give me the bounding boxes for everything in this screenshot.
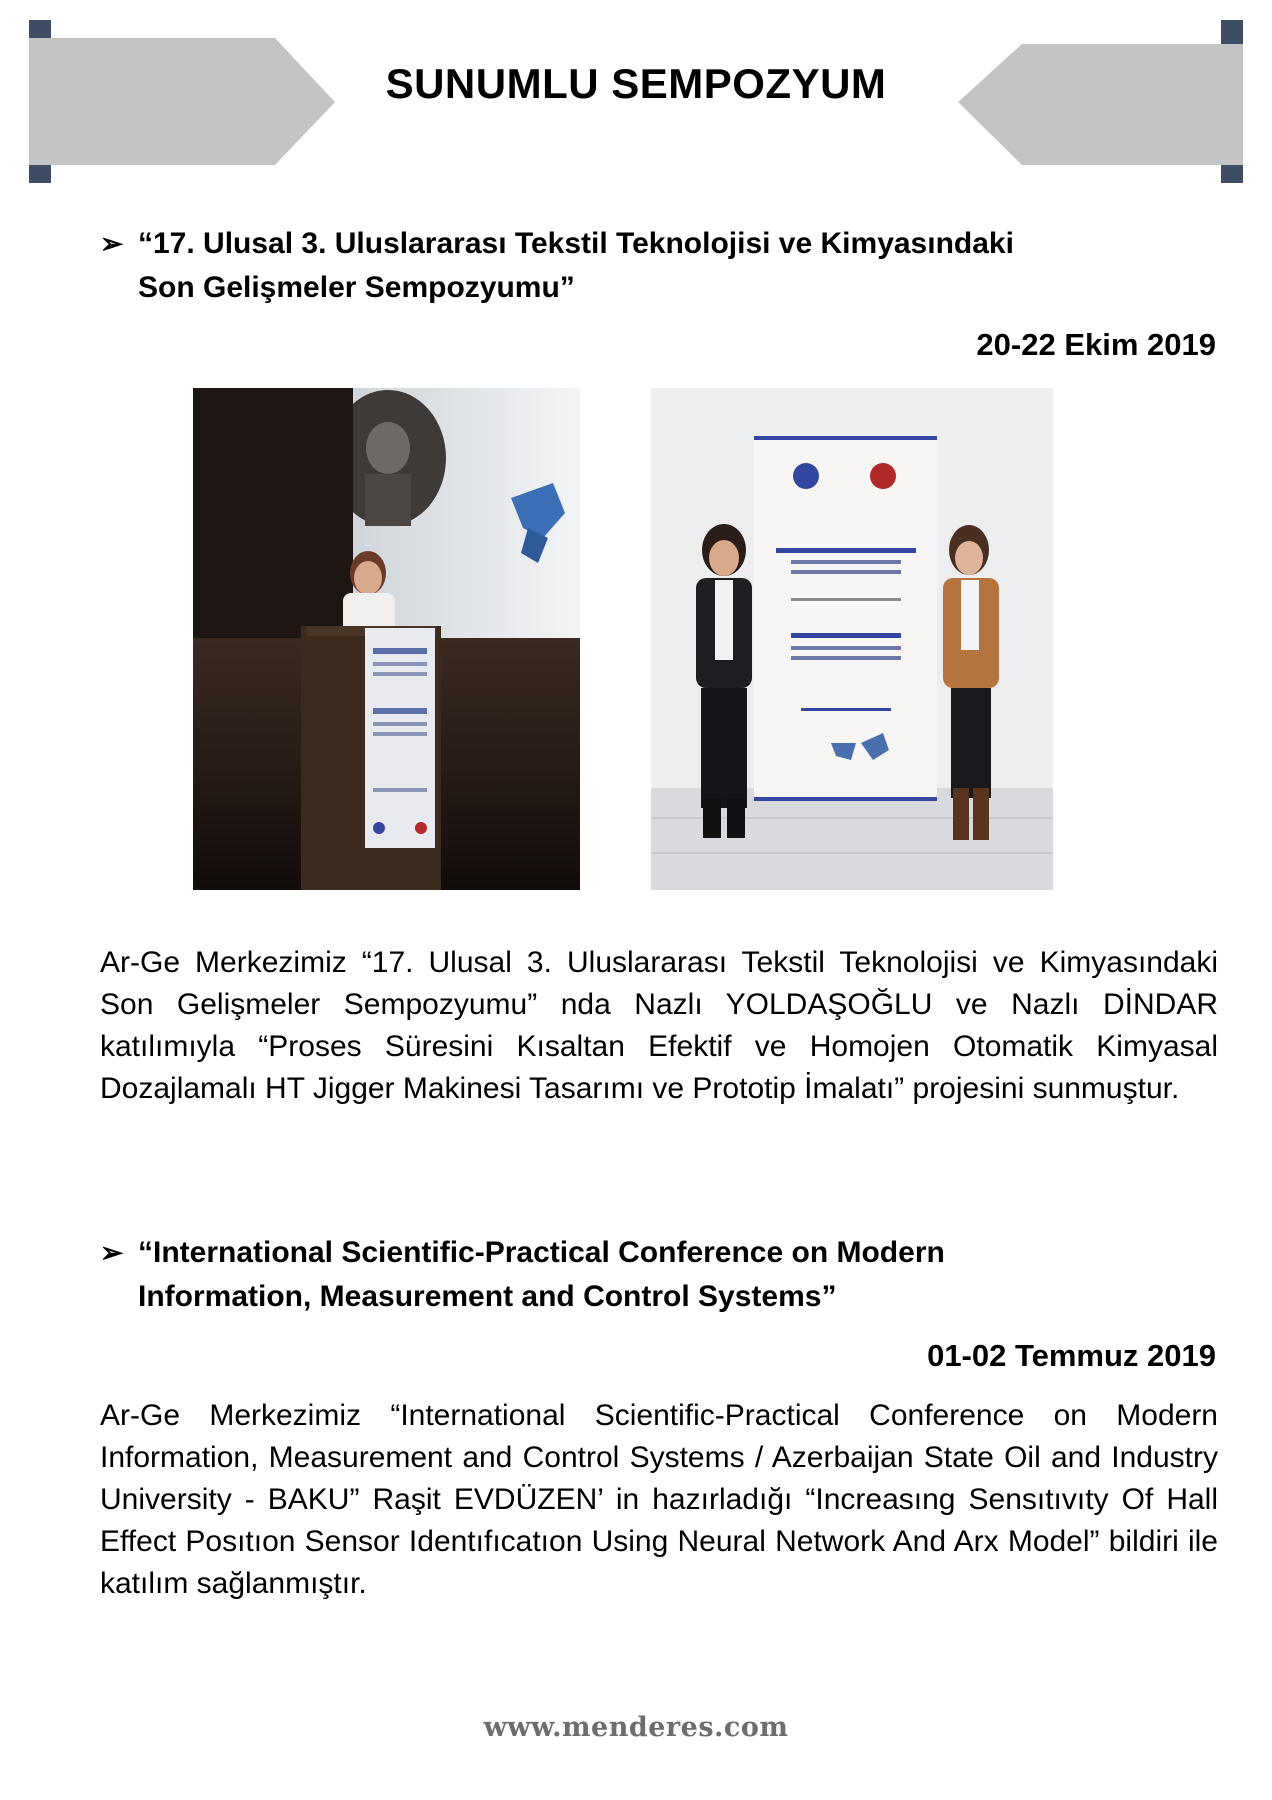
section-body-text: Ar-Ge Merkezimiz “International Scientific-Practical Conference on Modern Information, Measurement and Control Systems / Azerbaijan State Oil and Industry University - BAKU” Raşit EVDÜZEN’ in hazırladığı “Increasıng Sensıtıvıty Of Hall Effect Posıtıon Sensor Identıfıcatıon Using Neural Network And Arx Model” bildiri ile katılım sağlanmıştır. [100,1399,1218,1600]
section-heading-line2: Son Gelişmeler Sempozyumu” [138,271,575,304]
arrow-bullet-icon: ➢ [100,1237,124,1268]
arrow-bullet-icon: ➢ [100,228,124,259]
section-body-text: Ar-Ge Merkezimiz “17. Ulusal 3. Uluslararası Tekstil Teknolojisi ve Kimyasındaki Son Gelişmeler Sempozyumu” nda Nazlı YOLDAŞOĞLU ve Nazlı DİNDAR katılımıyla “Proses Süresini Kısaltan Efektif ve Homojen Otomatik Kimyasal Dozajlamalı HT Jigger Makinesi Tasarımı ve Prototip İmalatı” projesini sunmuştur. [100,946,1218,1105]
section-heading-conference [100,1231,1200,1319]
event-date: 01-02 Temmuz 2019 [927,1338,1216,1373]
section-heading-line2: Information, Measurement and Control Systems” [138,1280,837,1313]
footer-website-link[interactable]: www.menderes.com [483,1712,789,1743]
podium-speaker-photo [193,388,580,890]
section-heading-line1: “17. Ulusal 3. Uluslararası Tekstil Teknolojisi ve Kimyasındaki [138,227,1014,260]
event-date: 20-22 Ekim 2019 [976,327,1216,362]
two-people-banner-photo [651,388,1053,890]
section-heading-symposium [100,222,1200,310]
section-heading-line1: “International Scientific-Practical Conference on Modern [138,1236,945,1269]
page-title: SUNUMLU SEMPOZYUM [385,60,887,107]
